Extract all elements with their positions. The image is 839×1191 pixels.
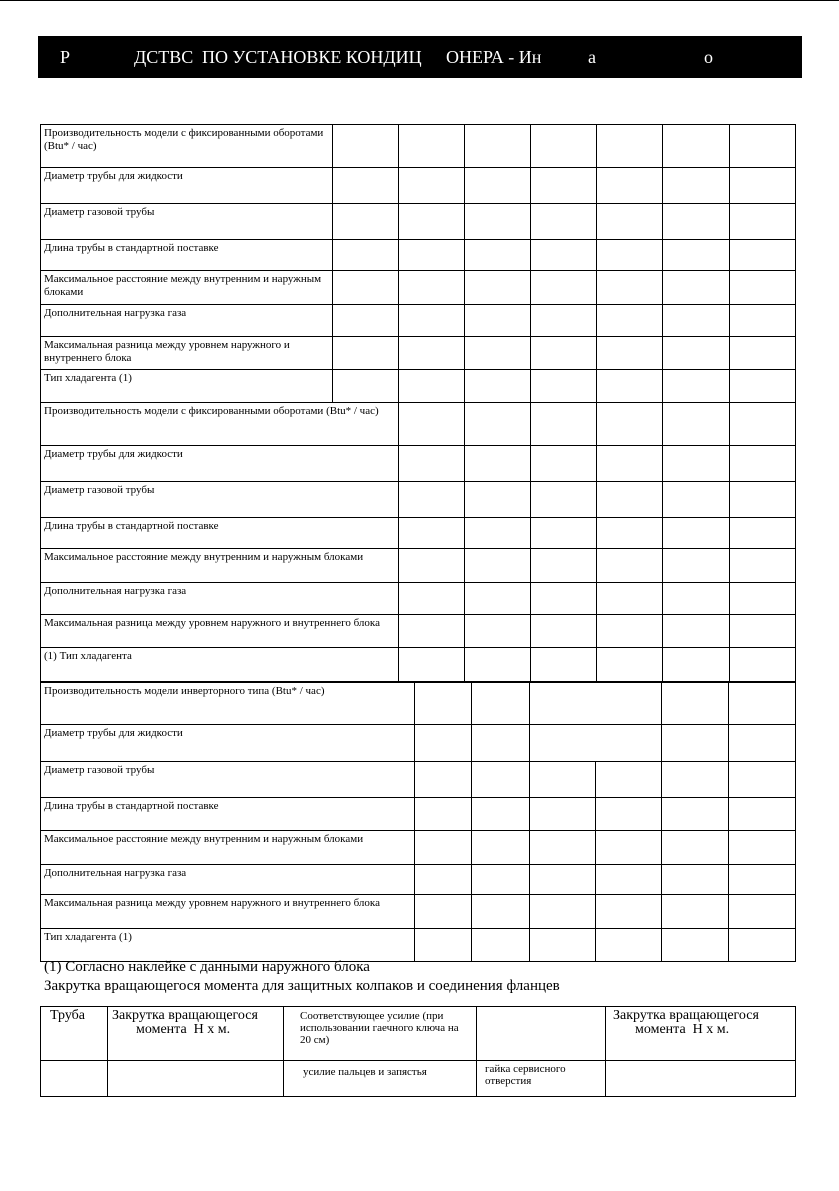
page-header-bar — [38, 36, 802, 78]
header-text-fragment: о — [704, 47, 713, 67]
spec-table-inverter — [40, 682, 796, 962]
table-row — [41, 337, 796, 370]
table-row — [41, 305, 796, 337]
row-label: Производительность модели с фиксированными оборотами (Btu* / час) — [41, 403, 399, 446]
torque-header-text: момента Н х м. — [136, 1022, 231, 1037]
torque-header-left — [108, 1007, 284, 1061]
torque-header-text: Закрутка вращающегося — [112, 1008, 258, 1023]
table-row — [41, 725, 796, 762]
unit-label: Н х м. — [692, 1022, 730, 1037]
table-row — [41, 549, 796, 583]
table-row — [41, 125, 796, 168]
table-row — [41, 683, 796, 725]
table-row — [41, 204, 796, 240]
top-border-line — [0, 0, 839, 1]
effort-value: усилие пальцев и запястья — [284, 1061, 477, 1097]
torque-section-title: Закрутка вращающегося момента для защитных колпаков и соединения фланцев — [44, 978, 560, 994]
header-text-fragment: а — [588, 47, 596, 67]
row-label: Диаметр трубы для жидкости — [41, 168, 333, 204]
row-label: Длина трубы в стандартной поставке — [41, 798, 415, 831]
unit-label: Н х м. — [193, 1022, 231, 1037]
torque-table — [40, 1006, 796, 1097]
row-label: Производительность модели инверторного типа (Btu* / час) — [41, 683, 415, 725]
effort-header: Соответствующее усилие (при использовании гаечного ключа на 20 см) — [284, 1007, 477, 1061]
row-label: Диаметр газовой трубы — [41, 204, 333, 240]
row-label: Максимальная разница между уровнем наружного и внутреннего блока — [41, 615, 399, 648]
row-label: Диаметр газовой трубы — [41, 762, 415, 798]
table-row — [41, 798, 796, 831]
table-row — [41, 1061, 796, 1097]
row-label: Дополнительная нагрузка газа — [41, 583, 399, 615]
empty-cell — [606, 1061, 796, 1097]
row-label: Максимальное расстояние между внутренним и наружным блоками — [41, 549, 399, 583]
row-label: Длина трубы в стандартной поставке — [41, 518, 399, 549]
service-nut-label: гайка сервисного отверстия — [477, 1061, 606, 1097]
row-label: Диаметр трубы для жидкости — [41, 446, 399, 482]
empty-cell — [41, 1061, 108, 1097]
spec-table-fixed-speed-2 — [40, 402, 796, 682]
row-label: Максимальная разница между уровнем наружного и внутреннего блока — [41, 895, 415, 929]
table-row — [41, 271, 796, 305]
table-row — [41, 482, 796, 518]
table-row — [41, 648, 796, 682]
empty-cell — [477, 1007, 606, 1061]
table-row — [41, 762, 796, 798]
table-row — [41, 583, 796, 615]
row-label: Дополнительная нагрузка газа — [41, 865, 415, 895]
header-text-fragment: ДСТВС — [134, 47, 194, 67]
torque-header-text: момента Н х м. — [635, 1022, 730, 1037]
row-label: Тип хладагента (1) — [41, 370, 333, 403]
table-row — [41, 168, 796, 204]
row-label-refrigerant — [41, 648, 399, 682]
table-row — [41, 403, 796, 446]
torque-header-right — [606, 1007, 796, 1061]
header-text-fragment: Р — [60, 47, 71, 67]
table-row — [41, 865, 796, 895]
row-label: Дополнительная нагрузка газа — [41, 305, 333, 337]
table-row — [41, 895, 796, 929]
footnote-marker: (1) — [44, 650, 57, 662]
table-row — [41, 1007, 796, 1061]
row-label: Длина трубы в стандартной поставке — [41, 240, 333, 271]
row-label: Тип хладагента — [59, 650, 132, 662]
row-label: Тип хладагента (1) — [41, 929, 415, 962]
row-label: Производительность модели с фиксированными оборотами (Btu* / час) — [41, 125, 333, 168]
table-row — [41, 929, 796, 962]
row-label: Максимальное расстояние между внутренним и наружным блоками — [41, 271, 333, 305]
row-label: Максимальное расстояние между внутренним и наружным блоками — [41, 831, 415, 865]
footnote-text: (1) Согласно наклейке с данными наружного блока — [44, 959, 370, 975]
table-row — [41, 446, 796, 482]
header-text-fragment: ОНЕРА - Ин — [446, 47, 542, 67]
empty-cell — [108, 1061, 284, 1097]
pipe-header: Труба — [41, 1007, 108, 1061]
table-row — [41, 240, 796, 271]
table-row — [41, 370, 796, 403]
header-text-fragment: ПО УСТАНОВКЕ КОНДИЦ — [202, 47, 422, 67]
row-label: Диаметр газовой трубы — [41, 482, 399, 518]
table-row — [41, 518, 796, 549]
row-label: Диаметр трубы для жидкости — [41, 725, 415, 762]
row-label: Максимальная разница между уровнем наружного и внутреннего блока — [41, 337, 333, 370]
torque-header-text: Закрутка вращающегося — [613, 1008, 759, 1023]
table-row — [41, 615, 796, 648]
table-row — [41, 831, 796, 865]
spec-table-fixed-speed-1 — [40, 124, 796, 403]
